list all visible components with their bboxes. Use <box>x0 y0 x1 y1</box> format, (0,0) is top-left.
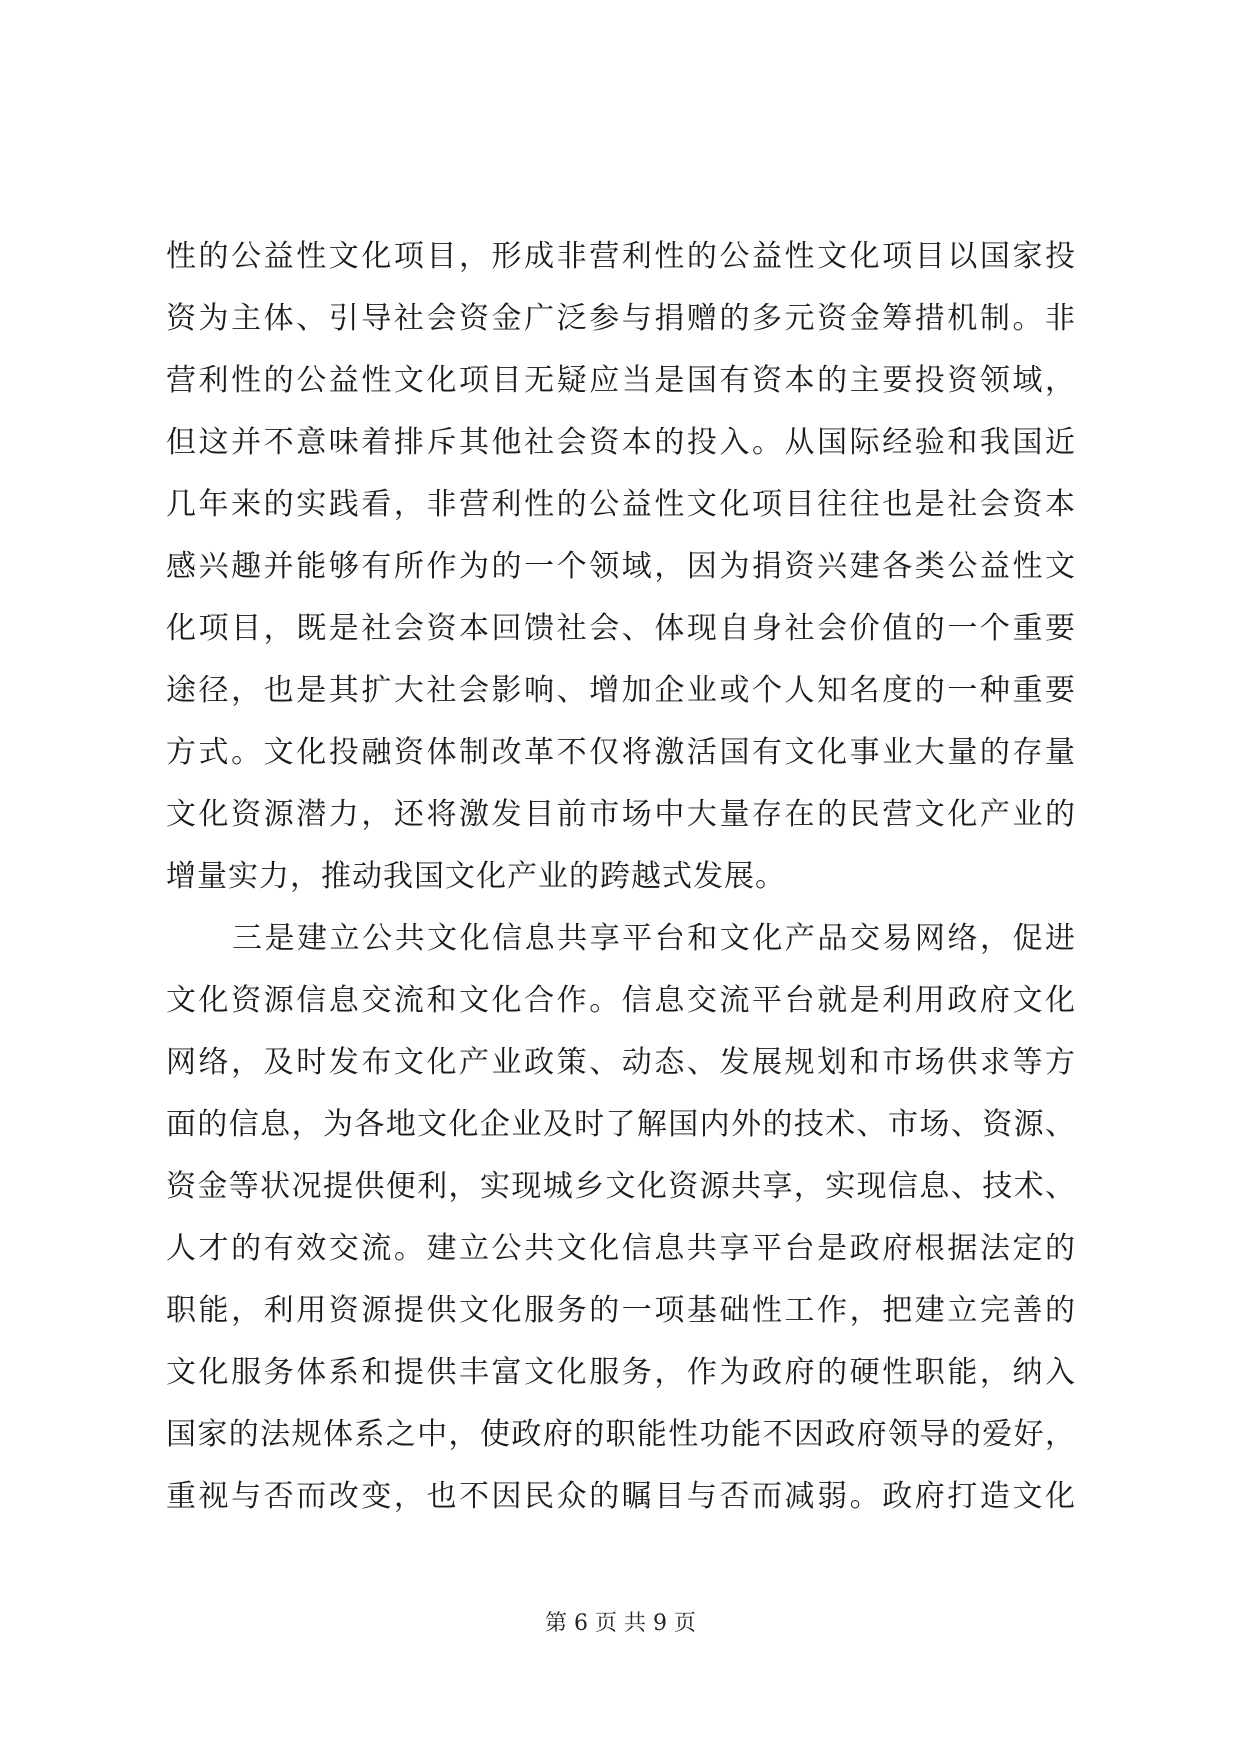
text-line: 但这并不意味着排斥其他社会资本的投入。从国际经验和我国近 <box>166 425 1076 460</box>
page-number-footer: 第 6 页 共 9 页 <box>545 1611 696 1636</box>
text-line: 文化服务体系和提供丰富文化服务，作为政府的硬性职能，纳入 <box>166 1355 1076 1390</box>
body-text <box>166 226 1076 1528</box>
text-line: 重视与否而改变，也不因民众的瞩目与否而减弱。政府打造文化 <box>166 1479 1076 1514</box>
text-line: 文化资源潜力，还将激发目前市场中大量存在的民营文化产业的 <box>166 797 1076 832</box>
text-line: 网络，及时发布文化产业政策、动态、发展规划和市场供求等方 <box>166 1045 1076 1080</box>
text-line: 资金等状况提供便利，实现城乡文化资源共享，实现信息、技术、 <box>166 1169 1076 1204</box>
text-line: 感兴趣并能够有所作为的一个领域，因为捐资兴建各类公益性文 <box>166 549 1076 584</box>
paragraph-first-line: 三是建立公共文化信息共享平台和文化产品交易网络，促进 <box>232 921 1076 956</box>
text-line: 性的公益性文化项目，形成非营利性的公益性文化项目以国家投 <box>166 239 1076 274</box>
text-line: 文化资源信息交流和文化合作。信息交流平台就是利用政府文化 <box>166 983 1076 1018</box>
text-line: 营利性的公益性文化项目无疑应当是国有资本的主要投资领域， <box>166 363 1076 398</box>
text-line: 化项目，既是社会资本回馈社会、体现自身社会价值的一个重要 <box>166 611 1076 646</box>
text-line: 方式。文化投融资体制改革不仅将激活国有文化事业大量的存量 <box>166 735 1076 770</box>
text-line: 几年来的实践看，非营利性的公益性文化项目往往也是社会资本 <box>166 487 1076 522</box>
text-line: 资为主体、引导社会资金广泛参与捐赠的多元资金筹措机制。非 <box>166 301 1076 336</box>
text-line: 增量实力，推动我国文化产业的跨越式发展。 <box>166 859 786 894</box>
text-line: 职能，利用资源提供文化服务的一项基础性工作，把建立完善的 <box>166 1293 1076 1328</box>
text-line: 途径，也是其扩大社会影响、增加企业或个人知名度的一种重要 <box>166 673 1076 708</box>
text-line: 人才的有效交流。建立公共文化信息共享平台是政府根据法定的 <box>166 1231 1076 1266</box>
text-line: 国家的法规体系之中，使政府的职能性功能不因政府领导的爱好， <box>166 1417 1076 1452</box>
text-line: 面的信息，为各地文化企业及时了解国内外的技术、市场、资源、 <box>166 1107 1076 1142</box>
